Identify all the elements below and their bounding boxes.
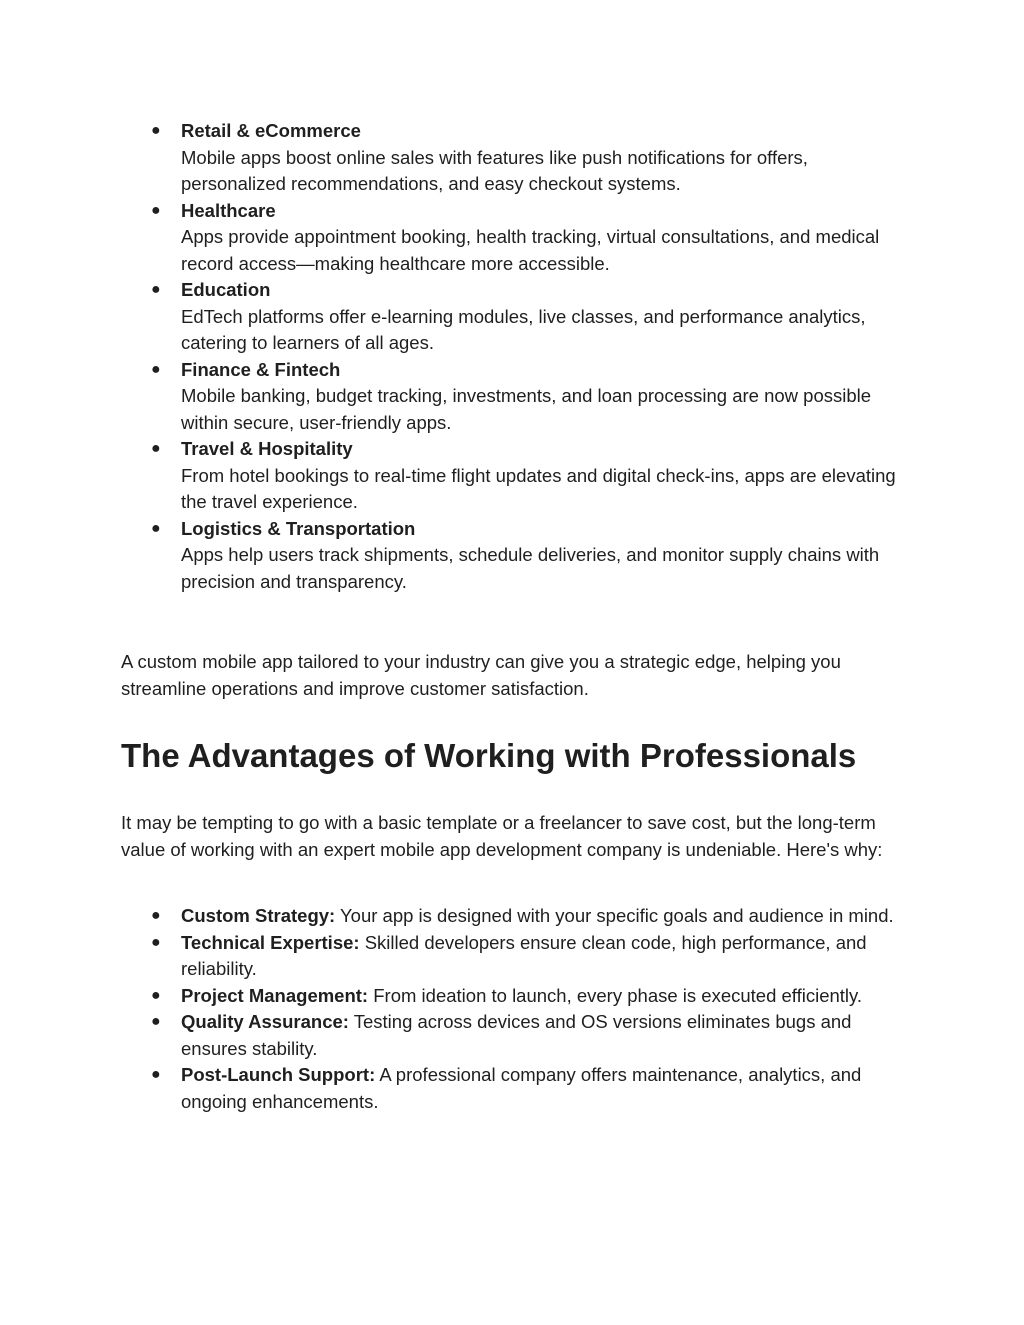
bullet-icon: ● (151, 986, 161, 1004)
industry-title: Healthcare (181, 199, 276, 221)
industry-title: Education (181, 279, 271, 300)
bullet-icon: ● (151, 360, 161, 378)
advantage-text: Testing across devices and OS versions eliminates bugs and ensures stability. (181, 1011, 852, 1059)
bullet-icon: ● (151, 122, 161, 139)
bullet-icon: ● (151, 519, 161, 537)
list-item (121, 903, 911, 930)
list-item (121, 436, 911, 516)
industry-title: Finance & Fintech (181, 358, 341, 380)
advantage-text: Your app is designed with your specific goals and audience in mind. (335, 905, 894, 926)
advantage-label: Technical Expertise: (181, 931, 360, 953)
bullet-icon: ● (151, 1066, 161, 1083)
list-item (121, 277, 911, 357)
advantage-label: Quality Assurance: (181, 1011, 349, 1032)
advantage-text: A professional company offers maintenance, analytics, and ongoing enhancements. (181, 1064, 862, 1112)
advantage-label: Post-Launch Support: (181, 1064, 376, 1085)
industry-description: EdTech platforms offer e-learning modules, live classes, and performance analytics, catering to learners of all ages. (181, 305, 866, 353)
advantages-list (121, 903, 911, 1115)
bullet-icon: ● (151, 201, 161, 219)
document-page (121, 118, 911, 1115)
summary-paragraph: A custom mobile app tailored to your industry can give you a strategic edge, helping you streamline operations and improve customer satisfaction. (121, 651, 841, 699)
industry-description: Apps help users track shipments, schedule deliveries, and monitor supply chains with precision and transparency. (181, 544, 880, 592)
industry-description: Apps provide appointment booking, health tracking, virtual consultations, and medical record access—making healthcare more accessible. (181, 226, 880, 274)
list-item (121, 357, 911, 437)
spacer (121, 863, 911, 903)
list-item (121, 1062, 911, 1115)
advantage-text: From ideation to launch, every phase is executed efficiently. (368, 984, 863, 1006)
list-item (121, 516, 911, 596)
list-item (121, 983, 911, 1010)
advantage-label: Custom Strategy: (181, 905, 336, 926)
bullet-icon: ● (151, 281, 161, 298)
advantage-text: Skilled developers ensure clean code, high performance, and reliability. (181, 931, 867, 979)
industry-description: Mobile apps boost online sales with features like push notifications for offers, personalized recommendations, and easy checkout systems. (181, 146, 808, 194)
list-item (121, 930, 911, 983)
industry-title: Logistics & Transportation (181, 517, 416, 539)
bullet-icon: ● (151, 1013, 161, 1030)
spacer (121, 595, 911, 649)
list-item (121, 198, 911, 278)
section-heading: The Advantages of Working with Professionals (121, 737, 857, 774)
intro-paragraph: It may be tempting to go with a basic template or a freelancer to save cost, but the long-term value of working with an expert mobile app development company is undeniable. Here's why: (121, 812, 883, 860)
list-item (121, 118, 911, 198)
industry-title: Travel & Hospitality (181, 438, 353, 459)
industry-description: Mobile banking, budget tracking, investments, and loan processing are now possible within secure, user-friendly apps. (181, 385, 872, 433)
industry-title: Retail & eCommerce (181, 120, 361, 141)
bullet-icon: ● (151, 907, 161, 924)
industry-description: From hotel bookings to real-time flight updates and digital check-ins, apps are elevating the travel experience. (181, 464, 896, 512)
advantage-label: Project Management: (181, 984, 369, 1006)
industry-list (121, 118, 911, 595)
bullet-icon: ● (151, 933, 161, 951)
list-item (121, 1009, 911, 1062)
bullet-icon: ● (151, 440, 161, 457)
